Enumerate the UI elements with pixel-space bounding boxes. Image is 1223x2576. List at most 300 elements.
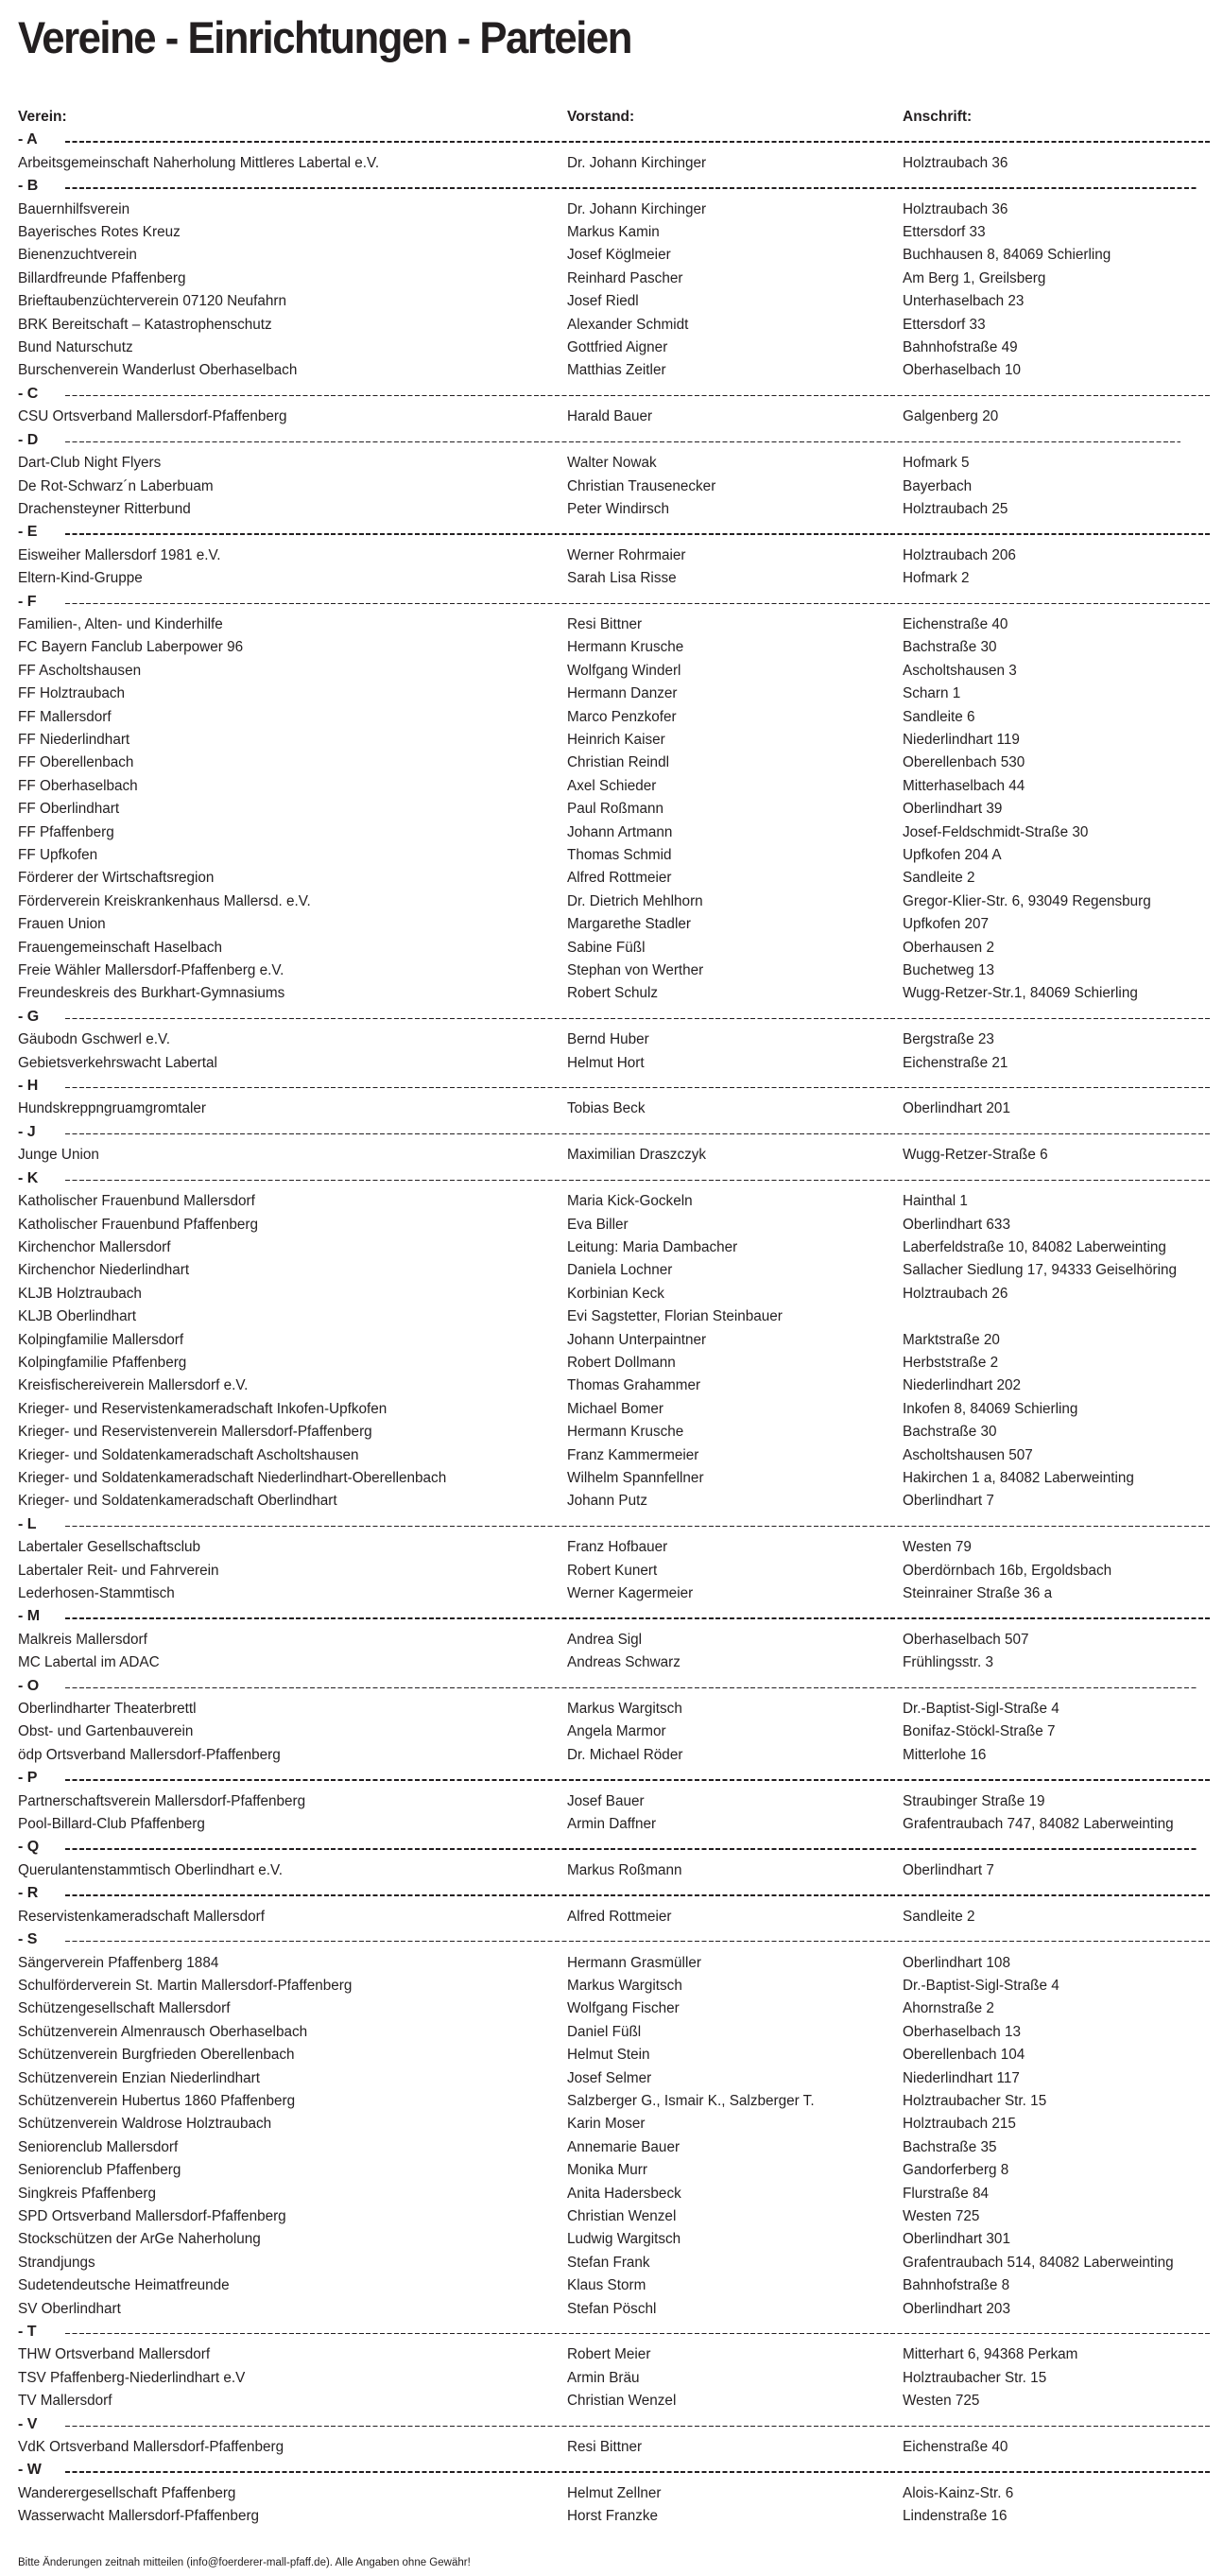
table-row — [18, 1997, 1211, 2020]
section-header — [18, 129, 1211, 151]
table-row — [18, 452, 1211, 475]
cell-verein: De Rot-Schwarz´n Laberbuam — [18, 477, 214, 494]
cell-anschrift: Marktstraße 20 — [903, 1331, 1000, 1348]
cell-anschrift: Oberlindhart 7 — [903, 1493, 994, 1510]
cell-vorstand: Angela Marmor — [567, 1723, 666, 1740]
cell-vorstand: Christian Trausenecker — [567, 477, 716, 494]
cell-verein: SPD Ortsverband Mallersdorf-Pfaffenberg — [18, 2207, 286, 2224]
column-header-verein: Verein: — [18, 109, 67, 125]
cell-anschrift: Oberdörnbach 16b, Ergoldsbach — [903, 1562, 1112, 1579]
cell-verein: Obst- und Gartenbauverein — [18, 1723, 194, 1740]
section-divider — [65, 1018, 1211, 1019]
cell-verein: Bayerisches Rotes Kreuz — [18, 224, 181, 241]
cell-vorstand: Maria Kick-Gockeln — [567, 1193, 693, 1210]
page-title: Vereine - Einrichtungen - Parteien — [18, 12, 631, 62]
cell-vorstand: Daniela Lochner — [567, 1262, 673, 1279]
section-letter: - P — [18, 1770, 38, 1787]
cell-verein: THW Ortsverband Mallersdorf — [18, 2346, 211, 2363]
cell-verein: Wasserwacht Mallersdorf-Pfaffenberg — [18, 2508, 260, 2525]
table-row — [18, 1398, 1211, 1421]
cell-anschrift: Holztraubach 26 — [903, 1285, 1008, 1302]
cell-verein: Krieger- und Soldatenkameradschaft Niederlindhart-Oberellenbach — [18, 1469, 447, 1486]
cell-verein: Pool-Billard-Club Pfaffenberg — [18, 1816, 205, 1833]
table-row — [18, 2274, 1211, 2297]
cell-verein: FF Oberlindhart — [18, 801, 120, 818]
cell-anschrift: Oberlindhart 108 — [903, 1954, 1010, 1971]
cell-verein: Sudetendeutsche Heimatfreunde — [18, 2277, 230, 2294]
cell-anschrift: Gregor-Klier-Str. 6, 93049 Regensburg — [903, 892, 1151, 909]
section-header — [18, 1675, 1211, 1698]
cell-vorstand: Reinhard Pascher — [567, 269, 683, 286]
section-letter: - K — [18, 1169, 39, 1186]
cell-verein: Frauen Union — [18, 916, 106, 933]
table-row — [18, 2252, 1211, 2274]
cell-anschrift: Holztraubach 36 — [903, 154, 1008, 171]
cell-vorstand: Tobias Beck — [567, 1100, 646, 1117]
cell-verein: FF Holztraubach — [18, 685, 126, 702]
cell-anschrift: Gandorferberg 8 — [903, 2162, 1009, 2179]
cell-vorstand: Annemarie Bauer — [567, 2138, 680, 2155]
table-row — [18, 2343, 1211, 2366]
table-row — [18, 2044, 1211, 2066]
table-row — [18, 1374, 1211, 1397]
table-row — [18, 2298, 1211, 2321]
cell-verein: Sängerverein Pfaffenberg 1884 — [18, 1954, 219, 1971]
table-row — [18, 867, 1211, 890]
cell-anschrift: Eichenstraße 21 — [903, 1054, 1008, 1071]
table-row — [18, 1052, 1211, 1075]
table-row — [18, 1698, 1211, 1720]
cell-vorstand: Salzberger G., Ismair K., Salzberger T. — [567, 2092, 815, 2109]
cell-verein: CSU Ortsverband Mallersdorf-Pfaffenberg — [18, 408, 287, 425]
cell-anschrift: Oberellenbach 530 — [903, 754, 1025, 771]
cell-anschrift: Bonifaz-Stöckl-Straße 7 — [903, 1723, 1056, 1740]
cell-vorstand: Wolfgang Fischer — [567, 2000, 680, 2017]
table-row — [18, 475, 1211, 498]
cell-vorstand: Maximilian Draszczyk — [567, 1147, 707, 1164]
table-row — [18, 844, 1211, 867]
cell-anschrift: Oberhausen 2 — [903, 939, 994, 956]
cell-vorstand: Robert Dollmann — [567, 1354, 676, 1371]
section-divider — [65, 1526, 1211, 1527]
table-row — [18, 937, 1211, 960]
cell-anschrift: Bahnhofstraße 49 — [903, 339, 1018, 356]
section-divider — [65, 2333, 1211, 2334]
cell-vorstand: Stephan von Werther — [567, 962, 704, 979]
section-letter: - F — [18, 593, 37, 610]
cell-vorstand: Helmut Stein — [567, 2047, 650, 2064]
cell-verein: TSV Pfaffenberg-Niederlindhart e.V — [18, 2369, 246, 2386]
cell-anschrift: Wugg-Retzer-Straße 6 — [903, 1147, 1048, 1164]
cell-vorstand: Dr. Johann Kirchinger — [567, 200, 707, 217]
cell-anschrift: Scharn 1 — [903, 685, 961, 702]
club-directory — [18, 106, 1211, 2529]
section-letter: - L — [18, 1515, 37, 1532]
cell-verein: Seniorenclub Mallersdorf — [18, 2138, 179, 2155]
cell-anschrift: Josef-Feldschmidt-Straße 30 — [903, 823, 1089, 840]
section-header — [18, 429, 1211, 452]
cell-vorstand: Johann Unterpaintner — [567, 1331, 707, 1348]
table-row — [18, 1790, 1211, 1813]
cell-verein: Eisweiher Mallersdorf 1981 e.V. — [18, 546, 221, 563]
table-row — [18, 1029, 1211, 1051]
cell-vorstand: Johann Artmann — [567, 823, 673, 840]
table-row — [18, 2482, 1211, 2505]
table-row — [18, 1813, 1211, 1836]
section-header — [18, 1006, 1211, 1029]
section-divider — [65, 141, 1211, 142]
cell-anschrift: Am Berg 1, Greilsberg — [903, 269, 1046, 286]
cell-anschrift: Upfkofen 204 A — [903, 847, 1002, 863]
cell-anschrift: Oberlindhart 201 — [903, 1100, 1010, 1117]
cell-verein: Förderer der Wirtschaftsregion — [18, 870, 215, 887]
cell-vorstand: Wilhelm Spannfellner — [567, 1469, 704, 1486]
cell-anschrift: Grafentraubach 514, 84082 Laberweinting — [903, 2254, 1174, 2271]
cell-verein: Querulantenstammtisch Oberlindhart e.V. — [18, 1861, 284, 1878]
section-divider — [65, 2471, 1211, 2472]
cell-verein: Brieftaubenzüchterverein 07120 Neufahrn — [18, 293, 287, 310]
table-row — [18, 913, 1211, 936]
table-row — [18, 1421, 1211, 1444]
cell-verein: Kreisfischereiverein Mallersdorf e.V. — [18, 1377, 249, 1394]
cell-verein: Kirchenchor Mallersdorf — [18, 1238, 171, 1255]
cell-verein: FF Oberellenbach — [18, 754, 134, 771]
section-header — [18, 591, 1211, 614]
cell-anschrift: Dr.-Baptist-Sigl-Straße 4 — [903, 1977, 1059, 1994]
cell-anschrift: Mitterhart 6, 94368 Perkam — [903, 2346, 1078, 2363]
cell-vorstand: Josef Riedl — [567, 293, 639, 310]
table-row — [18, 2205, 1211, 2228]
section-header — [18, 521, 1211, 544]
cell-vorstand: Helmut Zellner — [567, 2484, 662, 2501]
table-row — [18, 1467, 1211, 1490]
cell-verein: VdK Ortsverband Mallersdorf-Pfaffenberg — [18, 2439, 284, 2456]
cell-verein: Malkreis Mallersdorf — [18, 1631, 147, 1648]
cell-vorstand: Sarah Lisa Risse — [567, 570, 677, 587]
table-row — [18, 2436, 1211, 2459]
table-row — [18, 683, 1211, 705]
cell-anschrift: Bachstraße 30 — [903, 639, 997, 656]
section-letter: - J — [18, 1123, 36, 1140]
table-row — [18, 1236, 1211, 1259]
cell-anschrift: Oberlindhart 203 — [903, 2300, 1010, 2317]
cell-verein: Freundeskreis des Burkhart-Gymnasiums — [18, 985, 285, 1002]
cell-verein: Schützenverein Waldrose Holztraubach — [18, 2116, 272, 2133]
cell-vorstand: Resi Bittner — [567, 615, 643, 632]
cell-vorstand: Werner Kagermeier — [567, 1585, 694, 1601]
cell-vorstand: Resi Bittner — [567, 2439, 643, 2456]
table-row — [18, 890, 1211, 913]
section-header — [18, 1121, 1211, 1144]
cell-anschrift: Flurstraße 84 — [903, 2185, 989, 2202]
cell-vorstand: Hermann Grasmüller — [567, 1954, 701, 1971]
cell-anschrift: Oberhaselbach 13 — [903, 2023, 1022, 2040]
cell-vorstand: Robert Meier — [567, 2346, 651, 2363]
cell-anschrift: Mitterlohe 16 — [903, 1746, 987, 1763]
table-row — [18, 2136, 1211, 2159]
cell-anschrift: Holztraubach 25 — [903, 500, 1008, 517]
cell-verein: FC Bayern Fanclub Laberpower 96 — [18, 639, 244, 656]
cell-verein: SV Oberlindhart — [18, 2300, 121, 2317]
cell-anschrift: Hofmark 2 — [903, 570, 970, 587]
cell-verein: Krieger- und Reservistenverein Mallersdorf-Pfaffenberg — [18, 1424, 372, 1441]
table-row — [18, 1190, 1211, 1213]
cell-verein: Reservistenkameradschaft Mallersdorf — [18, 1908, 265, 1925]
table-row — [18, 798, 1211, 821]
cell-vorstand: Andreas Schwarz — [567, 1654, 680, 1671]
cell-anschrift: Niederlindhart 119 — [903, 731, 1020, 748]
table-row — [18, 1975, 1211, 1997]
cell-vorstand: Armin Bräu — [567, 2369, 640, 2386]
section-letter: - A — [18, 131, 38, 148]
section-header — [18, 2459, 1211, 2481]
cell-anschrift: Straubinger Straße 19 — [903, 1792, 1045, 1809]
table-row — [18, 359, 1211, 382]
table-row — [18, 1952, 1211, 1975]
cell-anschrift: Westen 725 — [903, 2207, 980, 2224]
cell-verein: FF Oberhaselbach — [18, 777, 138, 794]
section-header — [18, 175, 1211, 198]
cell-anschrift: Oberlindhart 7 — [903, 1861, 994, 1878]
table-row — [18, 406, 1211, 428]
cell-anschrift: Sallacher Siedlung 17, 94333 Geiselhöring — [903, 1262, 1177, 1279]
section-letter: - E — [18, 524, 38, 541]
cell-anschrift: Oberhaselbach 10 — [903, 362, 1022, 379]
column-headers — [18, 106, 1211, 129]
section-header — [18, 2321, 1211, 2343]
cell-verein: Schützenverein Enzian Niederlindhart — [18, 2069, 260, 2086]
cell-anschrift: Sandleite 6 — [903, 708, 975, 725]
cell-verein: Strandjungs — [18, 2254, 95, 2271]
section-letter: - H — [18, 1078, 39, 1095]
table-row — [18, 268, 1211, 290]
table-row — [18, 1305, 1211, 1328]
table-row — [18, 199, 1211, 221]
cell-vorstand: Johann Putz — [567, 1493, 648, 1510]
cell-verein: Schulförderverein St. Martin Mallersdorf-Pfaffenberg — [18, 1977, 353, 1994]
table-row — [18, 2228, 1211, 2251]
section-divider — [65, 441, 1180, 442]
footer-note: Bitte Änderungen zeitnah mitteilen (info@foerderer-mall-pfaff.de). Alle Angaben ohne Gewähr! — [18, 2557, 471, 2568]
cell-anschrift: Dr.-Baptist-Sigl-Straße 4 — [903, 1701, 1059, 1718]
section-divider — [65, 1894, 1211, 1895]
table-row — [18, 1490, 1211, 1513]
cell-vorstand: Hermann Danzer — [567, 685, 678, 702]
cell-verein: FF Niederlindhart — [18, 731, 130, 748]
cell-verein: Familien-, Alten- und Kinderhilfe — [18, 615, 223, 632]
table-row — [18, 729, 1211, 752]
cell-anschrift: Ascholtshausen 3 — [903, 662, 1017, 679]
section-letter: - Q — [18, 1839, 40, 1856]
cell-anschrift: Buchetweg 13 — [903, 962, 994, 979]
table-row — [18, 1560, 1211, 1582]
cell-anschrift: Eichenstraße 40 — [903, 2439, 1008, 2456]
cell-anschrift: Holztraubach 206 — [903, 546, 1016, 563]
cell-vorstand: Walter Nowak — [567, 455, 657, 472]
cell-verein: Hundskreppngruamgromtaler — [18, 1100, 206, 1117]
cell-vorstand: Axel Schieder — [567, 777, 657, 794]
cell-vorstand: Korbinian Keck — [567, 1285, 664, 1302]
section-divider — [65, 2426, 1211, 2427]
section-header — [18, 1767, 1211, 1789]
cell-anschrift: Ettersdorf 33 — [903, 316, 986, 333]
cell-anschrift: Sandleite 2 — [903, 1908, 975, 1925]
cell-verein: Kolpingfamilie Mallersdorf — [18, 1331, 184, 1348]
cell-anschrift: Lindenstraße 16 — [903, 2508, 1008, 2525]
cell-anschrift: Westen 79 — [903, 1539, 972, 1556]
cell-anschrift: Ahornstraße 2 — [903, 2000, 994, 2017]
section-letter: - C — [18, 385, 39, 402]
table-row — [18, 498, 1211, 521]
cell-vorstand: Helmut Hort — [567, 1054, 645, 1071]
cell-anschrift: Oberhaselbach 507 — [903, 1631, 1029, 1648]
section-divider — [65, 603, 1211, 604]
table-row — [18, 314, 1211, 337]
table-row — [18, 775, 1211, 798]
cell-verein: Katholischer Frauenbund Mallersdorf — [18, 1193, 255, 1210]
section-divider — [65, 1687, 1197, 1688]
cell-verein: Stockschützen der ArGe Naherholung — [18, 2231, 261, 2248]
table-row — [18, 2090, 1211, 2113]
cell-verein: Drachensteyner Ritterbund — [18, 500, 191, 517]
table-row — [18, 636, 1211, 659]
table-row — [18, 752, 1211, 774]
column-header-anschrift: Anschrift: — [903, 109, 973, 125]
cell-vorstand: Franz Hofbauer — [567, 1539, 668, 1556]
section-letter: - O — [18, 1677, 40, 1694]
cell-vorstand: Thomas Grahammer — [567, 1377, 701, 1394]
table-row — [18, 1444, 1211, 1467]
table-row — [18, 1352, 1211, 1374]
cell-anschrift: Upfkofen 207 — [903, 916, 989, 933]
cell-vorstand: Stefan Pöschl — [567, 2300, 657, 2317]
cell-vorstand: Peter Windirsch — [567, 500, 669, 517]
cell-anschrift: Oberlindhart 301 — [903, 2231, 1010, 2248]
cell-anschrift: Alois-Kainz-Str. 6 — [903, 2484, 1014, 2501]
cell-anschrift: Holztraubach 215 — [903, 2116, 1016, 2133]
table-row — [18, 2367, 1211, 2390]
cell-anschrift: Eichenstraße 40 — [903, 615, 1008, 632]
section-letter: - D — [18, 431, 39, 448]
section-header — [18, 383, 1211, 406]
cell-vorstand: Harald Bauer — [567, 408, 653, 425]
cell-verein: Krieger- und Soldatenkameradschaft Oberlindhart — [18, 1493, 337, 1510]
cell-verein: Lederhosen-Stammtisch — [18, 1585, 175, 1601]
cell-vorstand: Christian Wenzel — [567, 2393, 677, 2410]
section-divider — [65, 1180, 1211, 1181]
table-row — [18, 2067, 1211, 2090]
section-divider — [65, 1087, 1211, 1088]
cell-vorstand: Alfred Rottmeier — [567, 1908, 672, 1925]
cell-verein: Kolpingfamilie Pfaffenberg — [18, 1354, 187, 1371]
cell-verein: FF Pfaffenberg — [18, 823, 114, 840]
cell-verein: Gebietsverkehrswacht Labertal — [18, 1054, 217, 1071]
section-divider — [65, 533, 1211, 534]
table-row — [18, 2021, 1211, 2044]
cell-anschrift: Oberlindhart 633 — [903, 1216, 1010, 1233]
cell-vorstand: Werner Rohrmaier — [567, 546, 686, 563]
cell-anschrift: Frühlingsstr. 3 — [903, 1654, 994, 1671]
cell-anschrift: Holztraubacher Str. 15 — [903, 2092, 1047, 2109]
section-divider — [65, 1848, 1197, 1849]
cell-anschrift: Wugg-Retzer-Str.1, 84069 Schierling — [903, 985, 1138, 1002]
cell-vorstand: Dr. Michael Röder — [567, 1746, 683, 1763]
cell-verein: FF Upfkofen — [18, 847, 98, 863]
table-row — [18, 1906, 1211, 1928]
cell-anschrift: Galgenberg 20 — [903, 408, 999, 425]
cell-verein: Oberlindharter Theaterbrettl — [18, 1701, 197, 1718]
cell-vorstand: Horst Franzke — [567, 2508, 659, 2525]
table-row — [18, 1859, 1211, 1882]
cell-vorstand: Armin Daffner — [567, 1816, 657, 1833]
table-row — [18, 545, 1211, 567]
cell-verein: Frauengemeinschaft Haselbach — [18, 939, 222, 956]
table-row — [18, 1720, 1211, 1743]
cell-anschrift: Ettersdorf 33 — [903, 224, 986, 241]
cell-verein: Freie Wähler Mallersdorf-Pfaffenberg e.V. — [18, 962, 284, 979]
cell-verein: KLJB Holztraubach — [18, 1285, 142, 1302]
cell-anschrift: Holztraubacher Str. 15 — [903, 2369, 1047, 2386]
cell-anschrift: Hakirchen 1 a, 84082 Laberweinting — [903, 1469, 1134, 1486]
table-row — [18, 290, 1211, 313]
cell-anschrift: Niederlindhart 117 — [903, 2069, 1020, 2086]
cell-anschrift: Bachstraße 30 — [903, 1424, 997, 1441]
section-header — [18, 1075, 1211, 1098]
cell-verein: Seniorenclub Pfaffenberg — [18, 2162, 181, 2179]
cell-vorstand: Evi Sagstetter, Florian Steinbauer — [567, 1308, 783, 1325]
cell-vorstand: Margarethe Stadler — [567, 916, 691, 933]
cell-verein: Bund Naturschutz — [18, 339, 133, 356]
cell-anschrift: Bayerbach — [903, 477, 973, 494]
section-letter: - G — [18, 1008, 40, 1025]
table-row — [18, 2183, 1211, 2205]
cell-vorstand: Hermann Krusche — [567, 639, 684, 656]
table-row — [18, 614, 1211, 636]
table-row — [18, 982, 1211, 1005]
cell-vorstand: Robert Schulz — [567, 985, 659, 1002]
cell-verein: BRK Bereitschaft – Katastrophenschutz — [18, 316, 272, 333]
table-row — [18, 660, 1211, 683]
cell-verein: Bauernhilfsverein — [18, 200, 130, 217]
cell-vorstand: Alfred Rottmeier — [567, 870, 672, 887]
section-header — [18, 1836, 1211, 1859]
section-header — [18, 1928, 1211, 1951]
cell-vorstand: Monika Murr — [567, 2162, 647, 2179]
cell-vorstand: Robert Kunert — [567, 1562, 658, 1579]
table-row — [18, 706, 1211, 729]
cell-vorstand: Josef Selmer — [567, 2069, 652, 2086]
cell-vorstand: Marco Penzkofer — [567, 708, 677, 725]
section-header — [18, 2413, 1211, 2436]
cell-anschrift: Mitterhaselbach 44 — [903, 777, 1025, 794]
cell-vorstand: Klaus Storm — [567, 2277, 646, 2294]
cell-vorstand: Bernd Huber — [567, 1031, 649, 1048]
cell-verein: ödp Ortsverband Mallersdorf-Pfaffenberg — [18, 1746, 281, 1763]
cell-verein: KLJB Oberlindhart — [18, 1308, 136, 1325]
section-divider — [65, 395, 1211, 396]
cell-vorstand: Andrea Sigl — [567, 1631, 643, 1648]
table-row — [18, 1259, 1211, 1282]
cell-verein: Labertaler Reit- und Fahrverein — [18, 1562, 219, 1579]
cell-vorstand: Markus Wargitsch — [567, 1701, 682, 1718]
cell-vorstand: Markus Roßmann — [567, 1861, 682, 1878]
section-letter: - W — [18, 2462, 42, 2479]
cell-verein: Schützenverein Almenrausch Oberhaselbach — [18, 2023, 308, 2040]
cell-anschrift: Hainthal 1 — [903, 1193, 968, 1210]
table-row — [18, 244, 1211, 267]
cell-vorstand: Markus Kamin — [567, 224, 660, 241]
cell-vorstand: Ludwig Wargitsch — [567, 2231, 681, 2248]
